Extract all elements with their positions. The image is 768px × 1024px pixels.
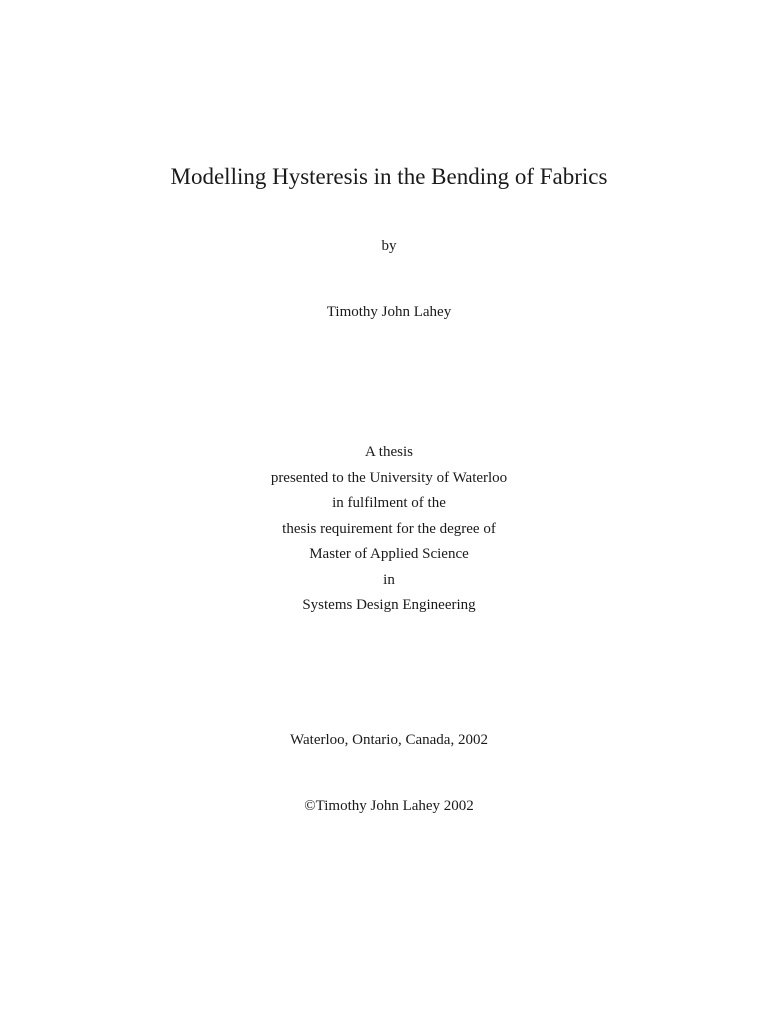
copyright-icon: © — [304, 798, 316, 814]
thesis-line: thesis requirement for the degree of — [282, 520, 496, 537]
copyright-notice — [0, 796, 768, 816]
thesis-line: Master of Applied Science — [309, 546, 469, 562]
thesis-title: Modelling Hysteresis in the Bending of Fabrics — [170, 164, 608, 189]
thesis-line: in — [383, 571, 395, 588]
place-and-year: Waterloo, Ontario, Canada, 2002 — [290, 732, 488, 748]
author-name: Timothy John Lahey — [326, 304, 452, 320]
by-label: by — [381, 238, 397, 254]
thesis-line: presented to the University of Waterloo — [270, 469, 508, 486]
thesis-line: in fulfilment of the — [332, 495, 446, 511]
thesis-statement — [0, 441, 768, 620]
thesis-line: A thesis — [365, 444, 413, 460]
thesis-line: Systems Design Engineering — [302, 597, 476, 613]
copyright-text: Timothy John Lahey 2002 — [315, 798, 474, 814]
